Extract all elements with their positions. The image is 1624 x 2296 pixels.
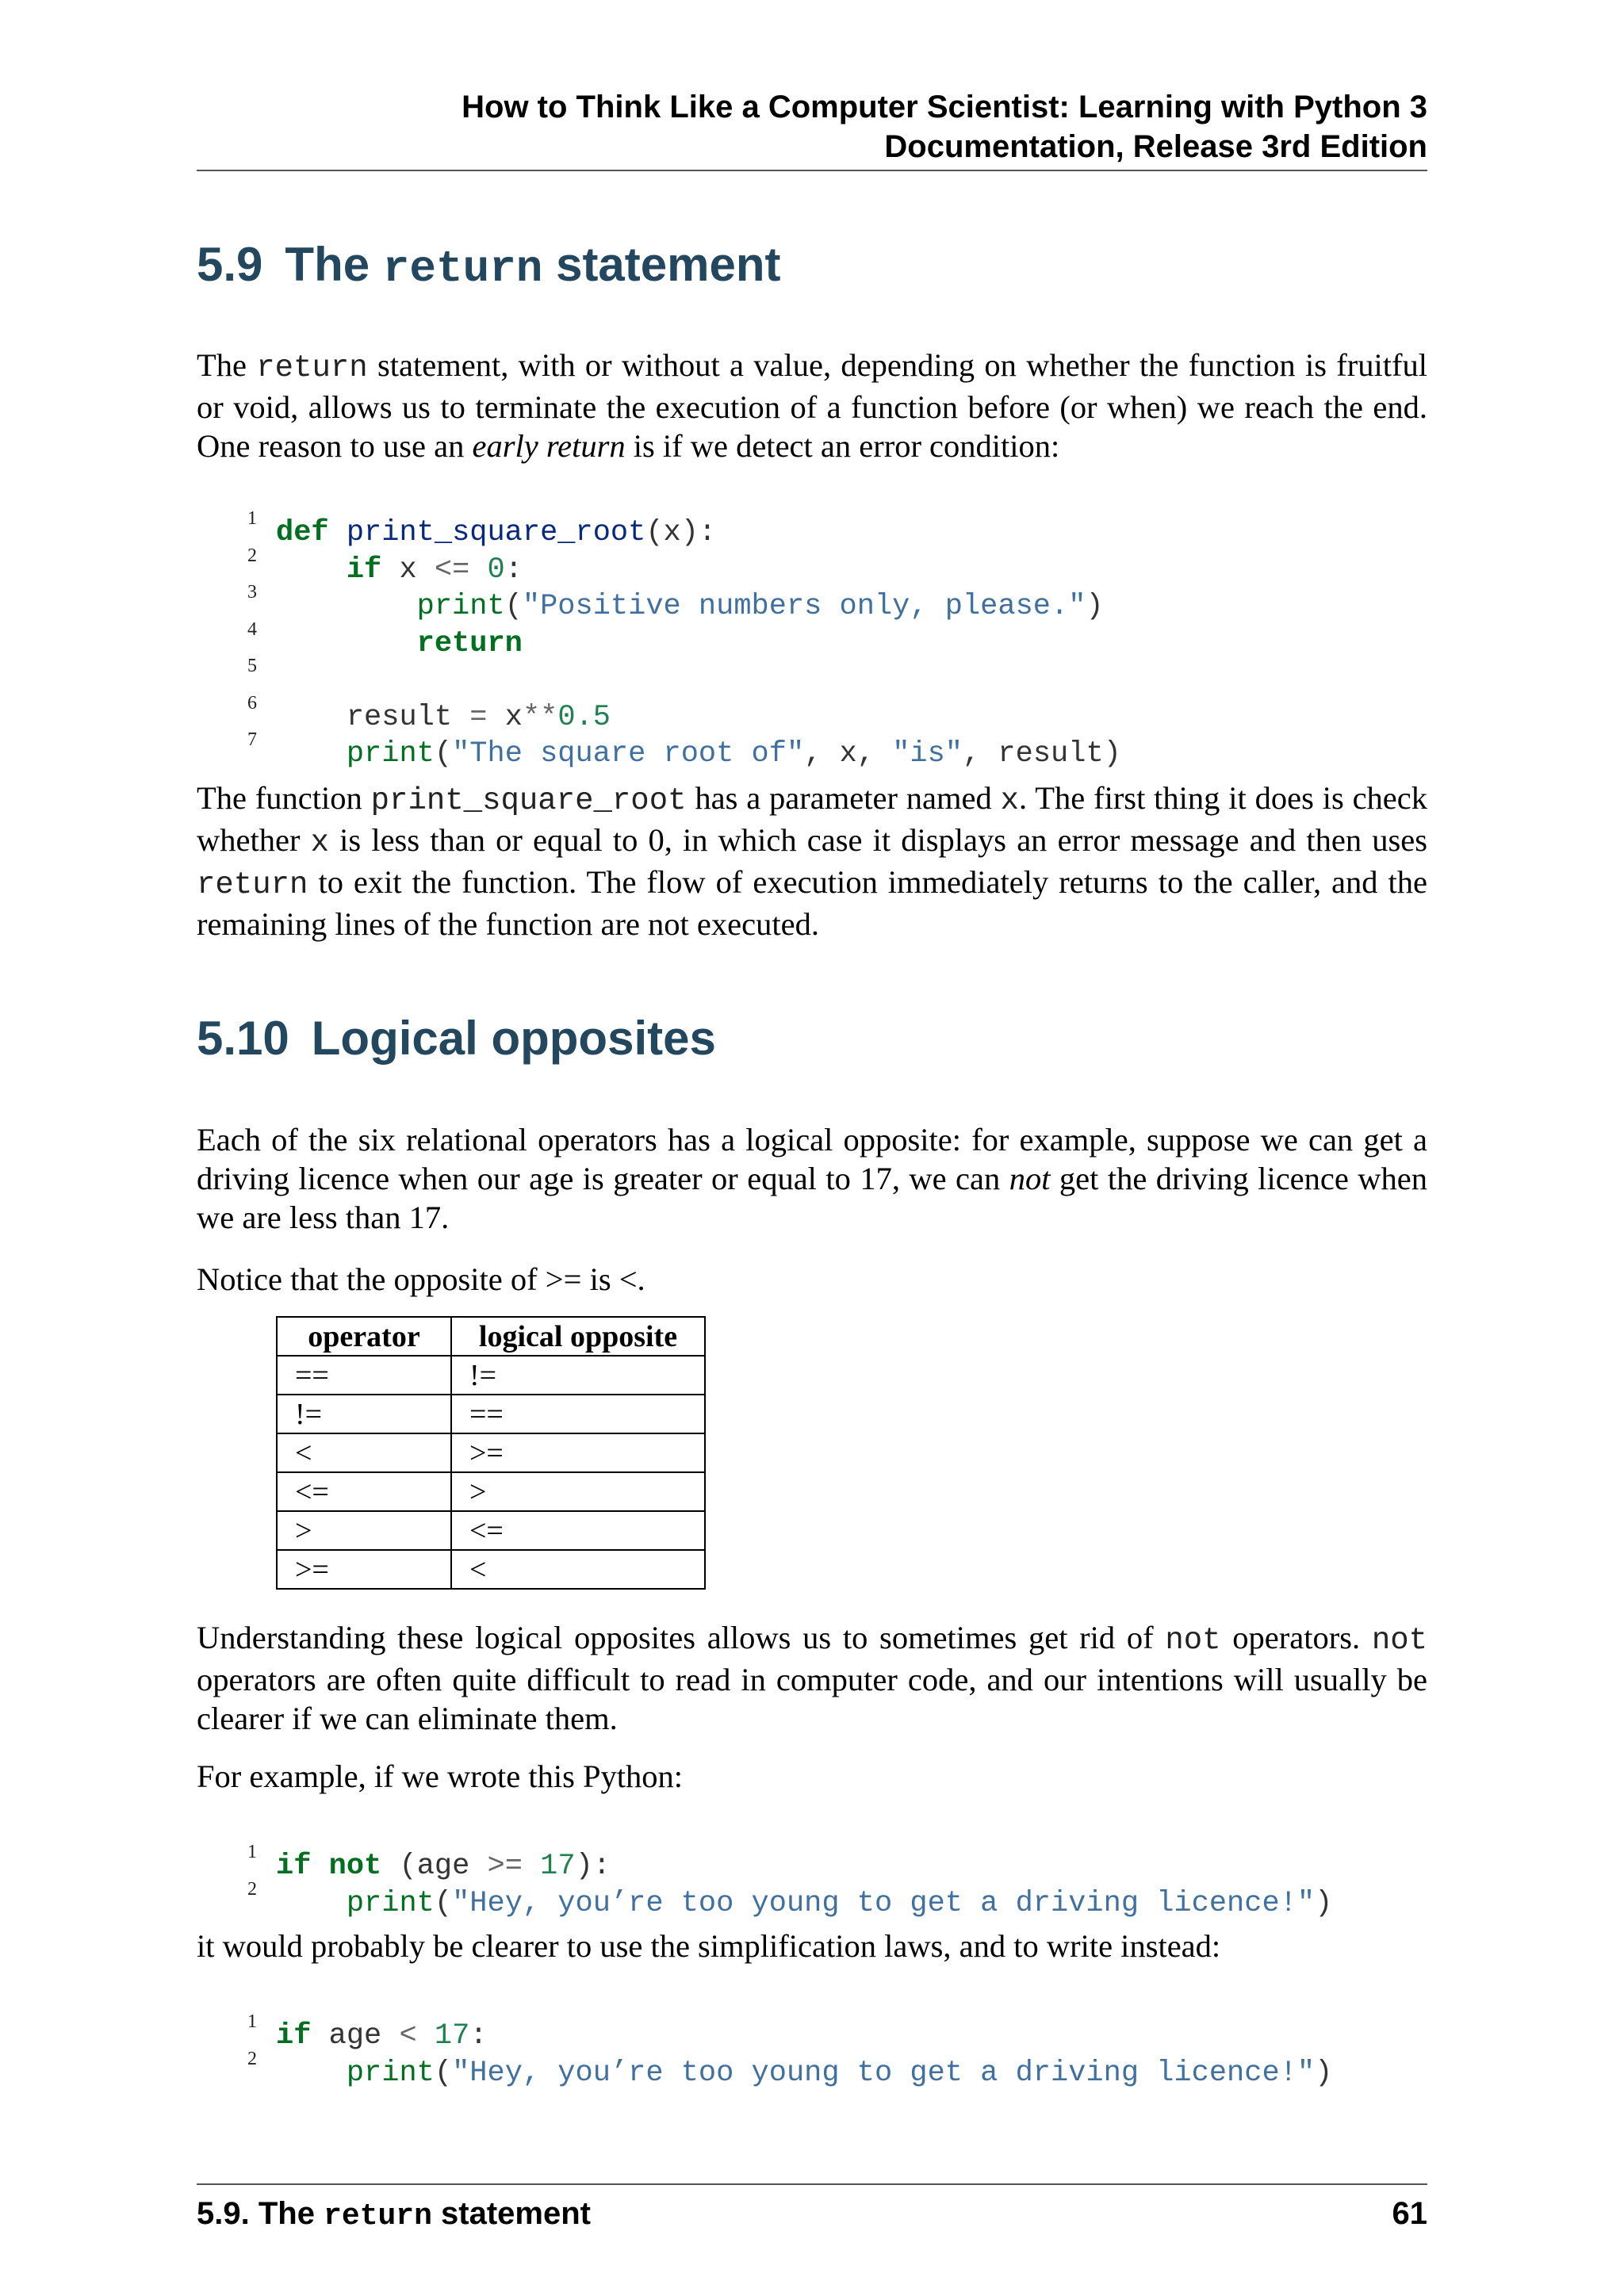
inline-code: not (1371, 1623, 1428, 1658)
code-text: x (399, 553, 417, 587)
code-text: ( (504, 590, 523, 623)
paragraph-return-intro (197, 346, 1427, 465)
operator: >= (487, 1850, 523, 1883)
table-cell-opposite: > (451, 1472, 705, 1511)
line-number: 2 (247, 1878, 257, 1900)
inline-code: not (1165, 1623, 1221, 1658)
code-line (197, 671, 1427, 734)
string: "Hey, you’re too young to get a driving licence!" (452, 2056, 1316, 2090)
line-number: 1 (247, 1842, 257, 1862)
operator: ** (522, 700, 558, 734)
footer-rule (197, 2183, 1427, 2185)
heading-text: Logical opposites (311, 1012, 716, 1065)
operator: = (469, 700, 488, 734)
text: has a parameter named (695, 780, 992, 816)
code-text: age (328, 2019, 382, 2053)
keyword: if (276, 2019, 312, 2053)
table-cell-operator: == (277, 1356, 451, 1395)
table-header-operator: operator (277, 1317, 451, 1356)
code-text: ( (434, 2056, 453, 2090)
table-header-row (277, 1317, 705, 1356)
footer-text-pre: The (258, 2196, 315, 2231)
table-cell-opposite: == (451, 1395, 705, 1433)
footer-text-post: statement (441, 2196, 591, 2231)
table-cell-operator: >= (277, 1550, 451, 1589)
code-text: (x): (645, 516, 717, 549)
page-number: 61 (1392, 2196, 1427, 2231)
text: to exit the function. The flow of execution immediately returns to the caller, and the remaining lines of the function are not executed. (197, 864, 1428, 942)
code-line (197, 1820, 1427, 1883)
table-cell-opposite: <= (451, 1511, 705, 1550)
string: "Hey, you’re too young to get a driving licence!" (452, 1886, 1316, 1920)
logical-opposites-table (276, 1316, 706, 1590)
heading-text-post: statement (556, 238, 781, 291)
heading-code: return (382, 243, 543, 294)
table-cell-operator: != (277, 1395, 451, 1433)
code-text: x (504, 700, 523, 734)
section-number: 5.10 (197, 1012, 289, 1065)
code-text: ) (1315, 2056, 1333, 2090)
code-line (197, 560, 1427, 623)
table-cell-operator: < (277, 1433, 451, 1472)
code-text: , result) (963, 737, 1121, 771)
keyword: def (276, 516, 329, 549)
table-row (277, 1433, 705, 1472)
operator: <= (434, 553, 470, 587)
code-line (197, 597, 1427, 660)
paragraph-for-example: For example, if we wrote this Python: (197, 1758, 684, 1794)
line-number: 7 (247, 729, 257, 750)
string: "The square root of" (452, 737, 805, 771)
line-number: 5 (247, 656, 257, 676)
text: get the driving licence when we are less than 17. (197, 1161, 1428, 1235)
text: is less than or equal to 0, in which case it displays an error message and then uses (339, 822, 1427, 858)
code-line (197, 633, 1427, 676)
paragraph-return-explanation (197, 779, 1427, 943)
footer-code: return (324, 2199, 432, 2233)
keyword: if (346, 553, 382, 587)
line-number: 2 (247, 2048, 257, 2069)
running-footer (197, 2191, 591, 2239)
table-row (277, 1356, 705, 1395)
table-cell-operator: <= (277, 1472, 451, 1511)
document-page (197, 0, 1427, 2296)
heading-text-pre: The (285, 238, 370, 291)
text: The (197, 347, 247, 383)
text: statement, with or without a value, depending on whether the function is fruitful or void, allows us to terminate the execution of a function before (or when) we reach the end. One reason to use an (197, 347, 1427, 464)
inline-code: return (197, 867, 308, 902)
line-number: 1 (247, 2011, 257, 2032)
code-text: (age (399, 1850, 470, 1883)
table-header-opposite: logical opposite (451, 1317, 705, 1356)
text: is if we detect an error condition: (633, 428, 1060, 464)
table-row (277, 1511, 705, 1550)
code-line (197, 2026, 1427, 2090)
inline-code: print_square_root (370, 783, 687, 818)
string: "Positive numbers only, please." (522, 590, 1086, 623)
keyword: if (276, 1850, 312, 1883)
emphasis: early return (472, 428, 626, 464)
text: Each of the six relational operators has a logical opposite: for example, suppose we can get a driving licence when our age is greater or equal to 17, we can (197, 1122, 1427, 1196)
code-text: ( (434, 737, 453, 771)
code-text: : (469, 2019, 488, 2053)
header-rule (197, 170, 1427, 171)
paragraph-simplification: it would probably be clearer to use the simplification laws, and to write instead: (197, 1928, 1221, 1964)
running-header (197, 87, 1427, 166)
table-row (277, 1395, 705, 1433)
code-line (197, 1857, 1427, 1920)
emphasis: not (1009, 1161, 1051, 1196)
paragraph-notice: Notice that the opposite of >= is <. (197, 1261, 645, 1297)
code-text: ) (1315, 1886, 1333, 1920)
code-line (197, 523, 1427, 587)
inline-code: x (310, 825, 330, 860)
text: . The first thing it does is check whether (197, 780, 1428, 858)
code-text: , x, (804, 737, 893, 771)
paragraph-not-operators (197, 1618, 1427, 1738)
paragraph-logical-opposite-intro (197, 1120, 1427, 1237)
section-heading-5-9 (197, 236, 781, 297)
line-number: 3 (247, 582, 257, 603)
builtin: print (346, 1886, 435, 1920)
text: operators. (1232, 1620, 1361, 1655)
number: 0 (487, 553, 505, 587)
table-row (277, 1472, 705, 1511)
text: Understanding these logical opposites allows us to sometimes get rid of (197, 1620, 1154, 1655)
table-cell-opposite: < (451, 1550, 705, 1589)
text: The function (197, 780, 362, 816)
keyword: return (416, 626, 523, 660)
line-number: 6 (247, 692, 257, 714)
footer-section-number: 5.9. (197, 2196, 250, 2231)
operator: < (399, 2019, 417, 2053)
code-line (197, 486, 1427, 549)
code-text: ): (575, 1850, 611, 1883)
line-number: 2 (247, 545, 257, 566)
code-line (197, 1989, 1427, 2053)
code-text: result (346, 700, 453, 734)
builtin: print (346, 737, 435, 771)
number: 17 (434, 2019, 470, 2053)
inline-code: x (1000, 783, 1020, 818)
code-block-if-not (197, 1820, 1427, 1920)
keyword: not (328, 1850, 382, 1883)
code-text: ( (434, 1886, 453, 1920)
line-number: 4 (247, 618, 257, 640)
builtin: print (346, 2056, 435, 2090)
table-row (277, 1550, 705, 1589)
running-header-line-2: Documentation, Release 3rd Edition (884, 129, 1427, 164)
section-number: 5.9 (197, 238, 263, 291)
number: 0.5 (557, 700, 611, 734)
code-block-print-square-root (197, 486, 1427, 771)
code-block-if-age (197, 1989, 1427, 2090)
inline-code: return (256, 350, 368, 385)
text: operators are often quite difficult to read in computer code, and our intentions will usually be clearer if we can eliminate them. (197, 1662, 1427, 1736)
running-header-line-1: How to Think Like a Computer Scientist: Learning with Python 3 (462, 90, 1427, 124)
table-cell-operator: > (277, 1511, 451, 1550)
number: 17 (540, 1850, 576, 1883)
function-name: print_square_root (346, 516, 646, 549)
table-cell-opposite: >= (451, 1433, 705, 1472)
builtin: print (416, 590, 505, 623)
code-line (197, 707, 1427, 771)
string: "is" (892, 737, 963, 771)
code-text: : (504, 553, 523, 587)
section-heading-5-10 (197, 1010, 716, 1067)
line-number: 1 (247, 508, 257, 529)
table-cell-opposite: != (451, 1356, 705, 1395)
code-text: ) (1086, 590, 1104, 623)
